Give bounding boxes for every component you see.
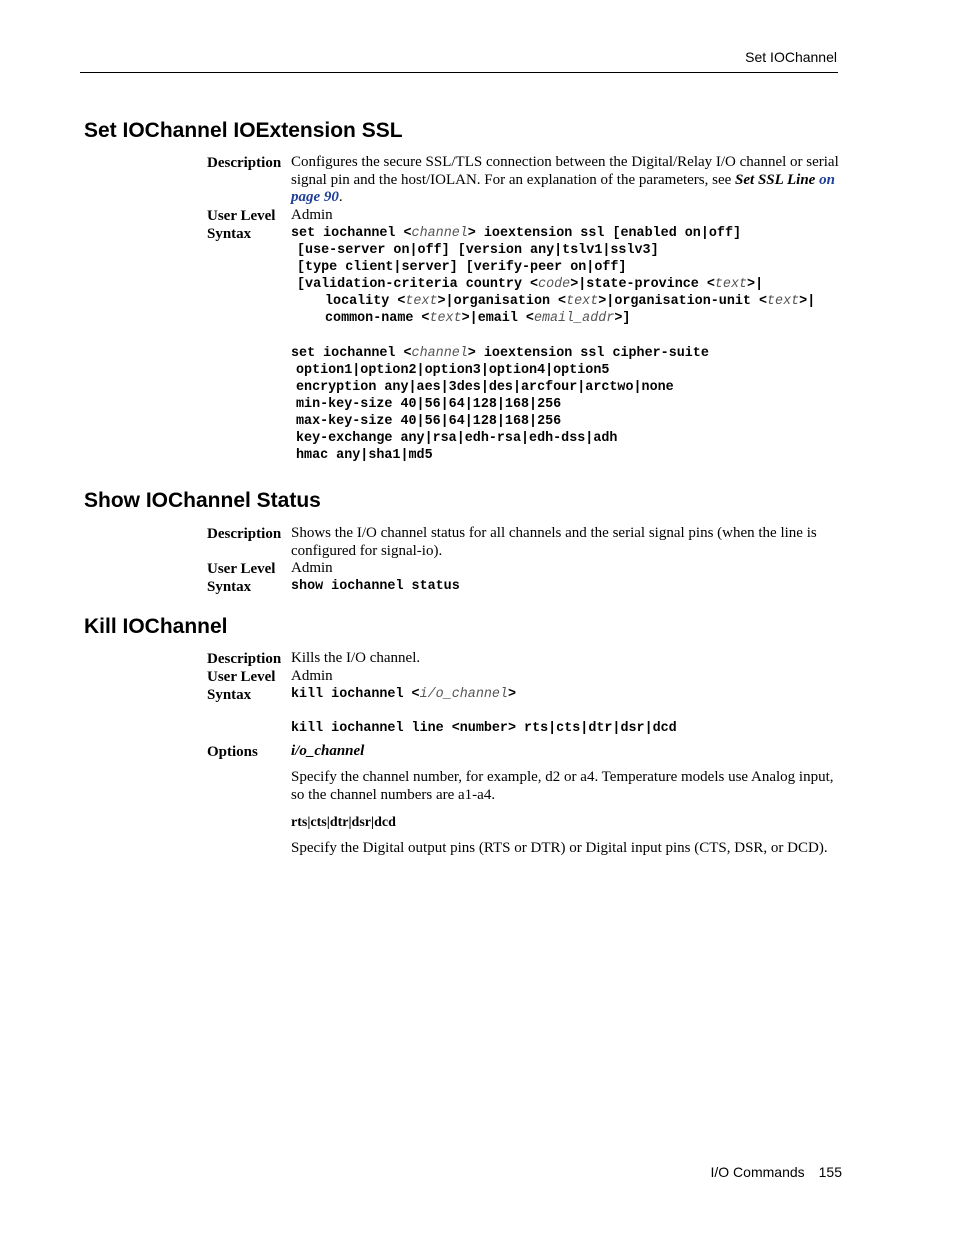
option-description: Specify the Digital output pins (RTS or DTR) or Digital input pins (CTS, DSR, or DCD). <box>291 840 828 856</box>
syntax-line: set iochannel <channel> ioextension ssl cipher-suite <box>291 346 709 361</box>
syntax-line: hmac any|sha1|md5 <box>296 448 433 463</box>
page-link[interactable]: on page 90 <box>291 171 835 205</box>
user-level-value: Admin <box>291 668 333 684</box>
page-footer <box>711 1164 843 1180</box>
description-label: Description <box>207 526 282 542</box>
description-text: Shows the I/O channel status for all channels and the serial signal pins (when the line is configured for signal-io). <box>291 525 817 559</box>
option-name: rts|cts|dtr|dsr|dcd <box>291 815 396 830</box>
description-label: Description <box>207 651 282 667</box>
syntax-line: min-key-size 40|56|64|128|168|256 <box>296 397 562 412</box>
xref-set-ssl-line: Set SSL Line <box>735 171 816 188</box>
syntax-line: show iochannel status <box>291 579 460 594</box>
user-level-value: Admin <box>291 207 333 223</box>
option-description: Specify the channel number, for example, d2 or a4. Temperature models use Analog input, so the channel numbers are a1-a4. <box>291 769 834 803</box>
syntax-line: key-exchange any|rsa|edh-rsa|edh-dss|adh <box>296 431 618 446</box>
user-level-value: Admin <box>291 560 333 576</box>
running-header: Set IOChannel <box>745 49 837 65</box>
syntax-line: common-name <text>|email <email_addr>] <box>325 311 631 326</box>
syntax-line: [type client|server] [verify-peer on|off] <box>297 260 627 275</box>
description-label: Description <box>207 155 282 171</box>
syntax-label: Syntax <box>207 226 252 242</box>
option-name: i/o_channel <box>291 743 365 759</box>
syntax-line: [validation-criteria country <code>|state-province <text>| <box>297 277 764 292</box>
options-label: Options <box>207 744 258 760</box>
syntax-line: kill iochannel <i/o_channel> <box>291 687 517 702</box>
syntax-line: kill iochannel line <number> rts|cts|dtr|dsr|dcd <box>291 721 677 736</box>
footer-chapter: I/O Commands <box>710 1164 805 1180</box>
description-text: Kills the I/O channel. <box>291 650 421 666</box>
user-level-label: User Level <box>207 669 276 685</box>
user-level-label: User Level <box>207 561 276 577</box>
page-number: 155 <box>818 1164 842 1180</box>
section-title-set-ssl: Set IOChannel IOExtension SSL <box>84 119 403 142</box>
user-level-label: User Level <box>207 208 276 224</box>
section-title-show-status: Show IOChannel Status <box>84 489 321 512</box>
header-rule <box>80 72 838 73</box>
syntax-line: [use-server on|off] [version any|tslv1|sslv3] <box>297 243 659 258</box>
syntax-line: max-key-size 40|56|64|128|168|256 <box>296 414 562 429</box>
syntax-line: encryption any|aes|3des|des|arcfour|arctwo|none <box>296 380 674 395</box>
syntax-line: option1|option2|option3|option4|option5 <box>296 363 610 378</box>
syntax-line: set iochannel <channel> ioextension ssl [enabled on|off] <box>291 226 742 241</box>
syntax-label: Syntax <box>207 687 252 703</box>
syntax-line: locality <text>|organisation <text>|organisation-unit <text>| <box>325 294 816 309</box>
description-text: Configures the secure SSL/TLS connection between the Digital/Relay I/O channel or serial signal pin and the host/IOLAN. For an explanation of the parameters, see Set SSL Line on page 90. <box>291 154 839 205</box>
section-title-kill-iochannel: Kill IOChannel <box>84 615 228 638</box>
syntax-label: Syntax <box>207 579 252 595</box>
